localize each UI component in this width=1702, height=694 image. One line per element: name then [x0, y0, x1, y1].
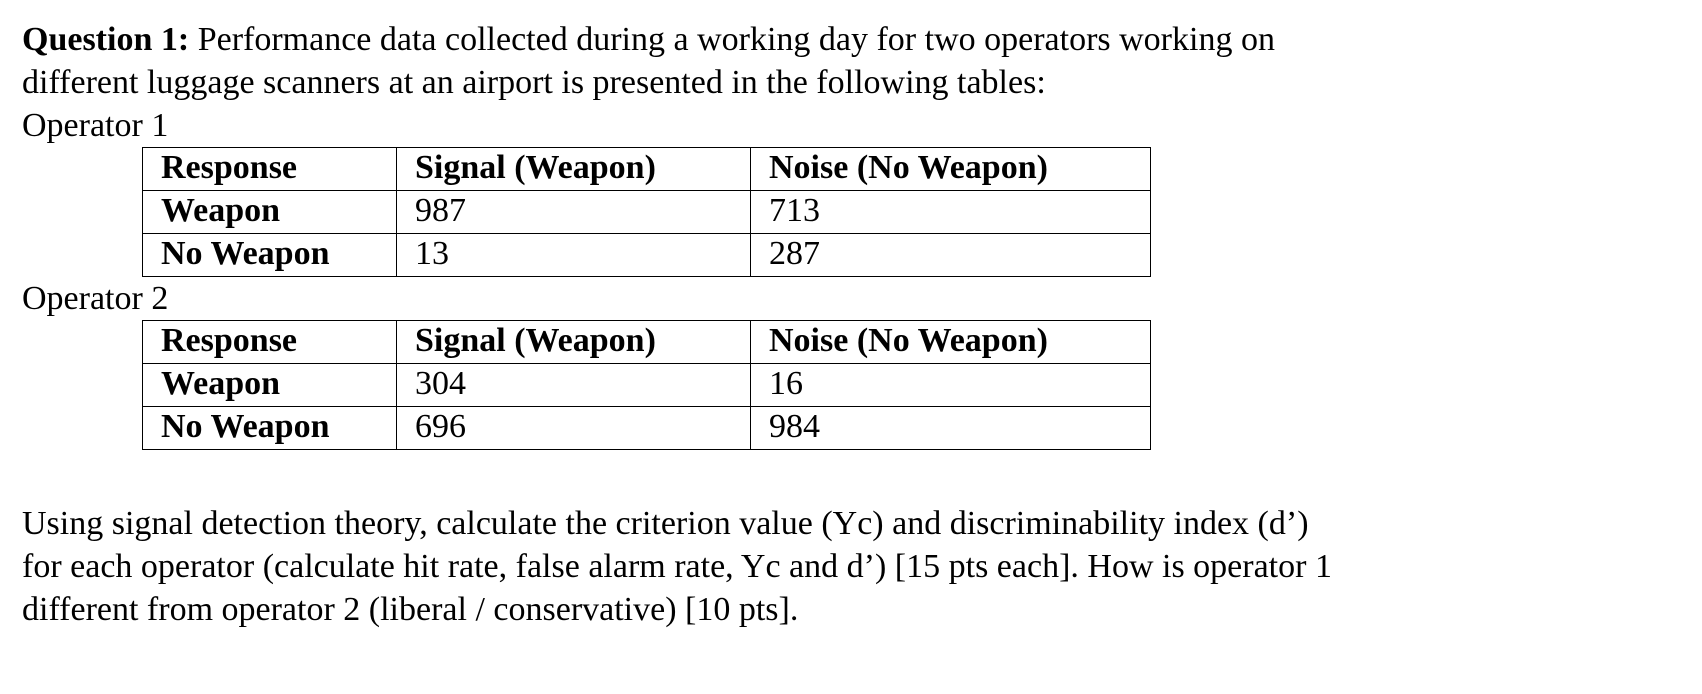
table-row	[143, 407, 1151, 450]
header-signal: Signal (Weapon)	[397, 321, 751, 364]
signal-cell: 13	[397, 234, 751, 277]
signal-cell: 987	[397, 191, 751, 234]
row-label: No Weapon	[143, 407, 397, 450]
signal-cell: 304	[397, 364, 751, 407]
row-label: No Weapon	[143, 234, 397, 277]
table-header-row	[143, 321, 1151, 364]
question-label: Question 1:	[22, 21, 190, 58]
table-header-row	[143, 148, 1151, 191]
question-intro-text-1: Performance data collected during a working day for two operators working on	[189, 21, 1275, 58]
noise-cell: 713	[751, 191, 1151, 234]
spacer	[22, 450, 1682, 502]
operator-1-title: Operator 1	[22, 107, 169, 144]
operator-2-title: Operator 2	[22, 280, 169, 317]
instructions-line-2: for each operator (calculate hit rate, false alarm rate, Yc and d’) [15 pts each]. How is operator 1	[22, 548, 1332, 585]
instructions-line-3: different from operator 2 (liberal / conservative) [10 pts].	[22, 591, 799, 628]
header-signal: Signal (Weapon)	[397, 148, 751, 191]
noise-cell: 16	[751, 364, 1151, 407]
header-response: Response	[143, 321, 397, 364]
operator-1-table	[142, 147, 1151, 277]
header-noise: Noise (No Weapon)	[751, 321, 1151, 364]
header-response: Response	[143, 148, 397, 191]
noise-cell: 984	[751, 407, 1151, 450]
operator-2-table	[142, 320, 1151, 450]
question-intro-line-2: different luggage scanners at an airport is presented in the following tables:	[22, 64, 1046, 101]
instructions-line-1: Using signal detection theory, calculate the criterion value (Yc) and discriminability index (d’)	[22, 505, 1309, 542]
noise-cell: 287	[751, 234, 1151, 277]
header-noise: Noise (No Weapon)	[751, 148, 1151, 191]
row-label: Weapon	[143, 364, 397, 407]
table-row	[143, 234, 1151, 277]
question-intro-line-1	[22, 18, 1682, 61]
signal-cell: 696	[397, 407, 751, 450]
table-row	[143, 364, 1151, 407]
table-row	[143, 191, 1151, 234]
row-label: Weapon	[143, 191, 397, 234]
question-document	[22, 18, 1682, 631]
